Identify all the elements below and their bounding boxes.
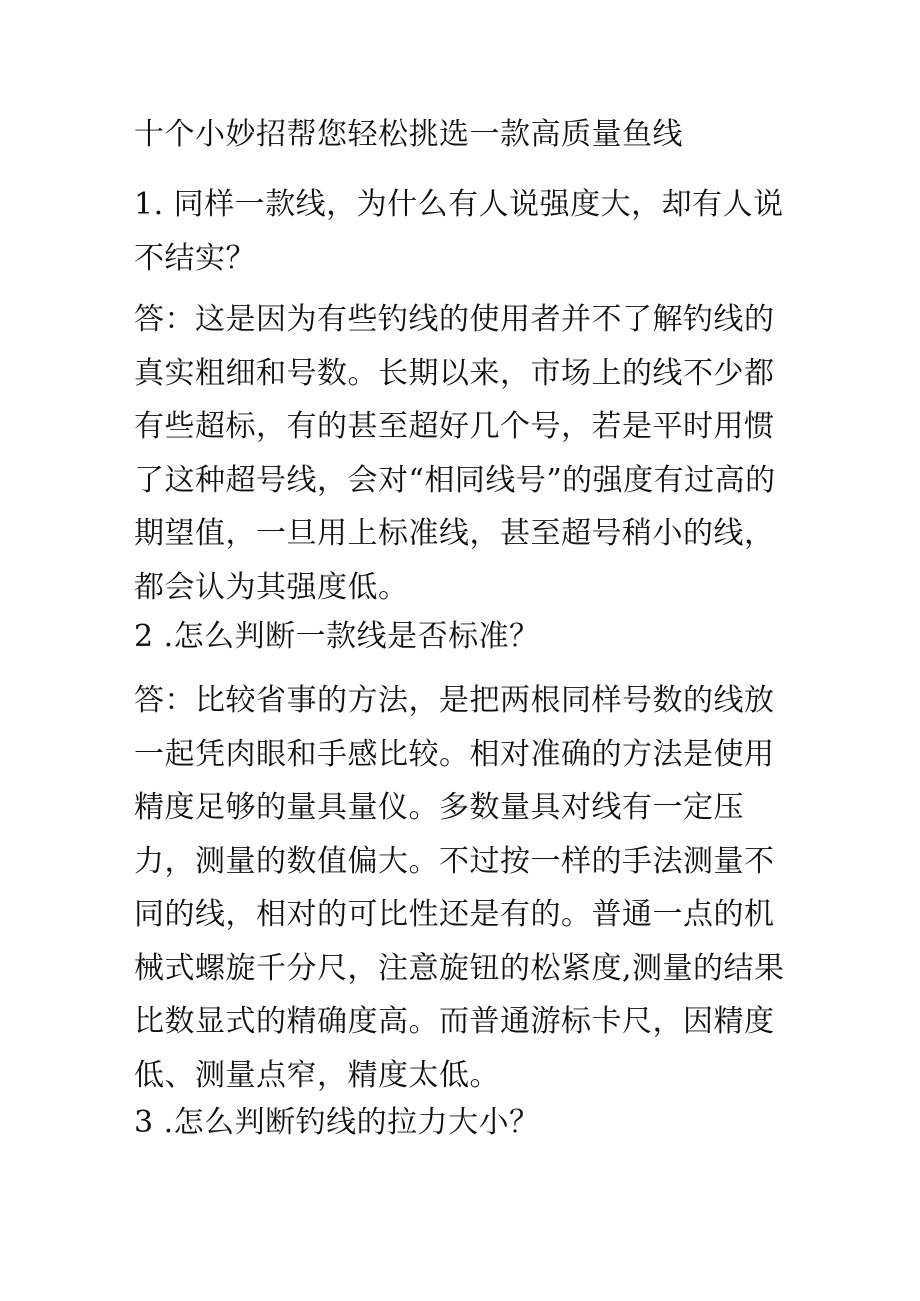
answer-2: 答：比较省事的方法，是把两根同样号数的线放一起凭肉眼和手感比较。相对准确的方法是使用精度足够的量具量仪。多数量具对线有一定压力，测量的数值偏大。不过按一样的手法测量不同的线，相对的可比性还是有的。普通一点的机械式螺旋千分尺，注意旋钮的松紧度,测量的结果比数显式的精确度高。而普通游标卡尺，因精度低、测量点窄，精度太低。 (134, 683, 785, 1093)
question-1: 1. 同样一款线，为什么有人说强度大，却有人说不结实？ (134, 187, 784, 276)
document-title: 十个小妙招帮您轻松挑选一款高质量鱼线 (134, 117, 683, 152)
question-2: 2 .怎么判断一款线是否标准？ (134, 619, 540, 654)
question-3: 3 .怎么判断钓线的拉力大小？ (134, 1105, 540, 1140)
answer-1: 答：这是因为有些钓线的使用者并不了解钓线的真实粗细和号数。长期以来，市场上的线不少都有些超标，有的甚至超好几个号，若是平时用惯了这种超号线，会对“相同线号”的强度有过高的期望值，一旦用上标准线，甚至超号稍小的线，都会认为其强度低。 (134, 302, 776, 605)
